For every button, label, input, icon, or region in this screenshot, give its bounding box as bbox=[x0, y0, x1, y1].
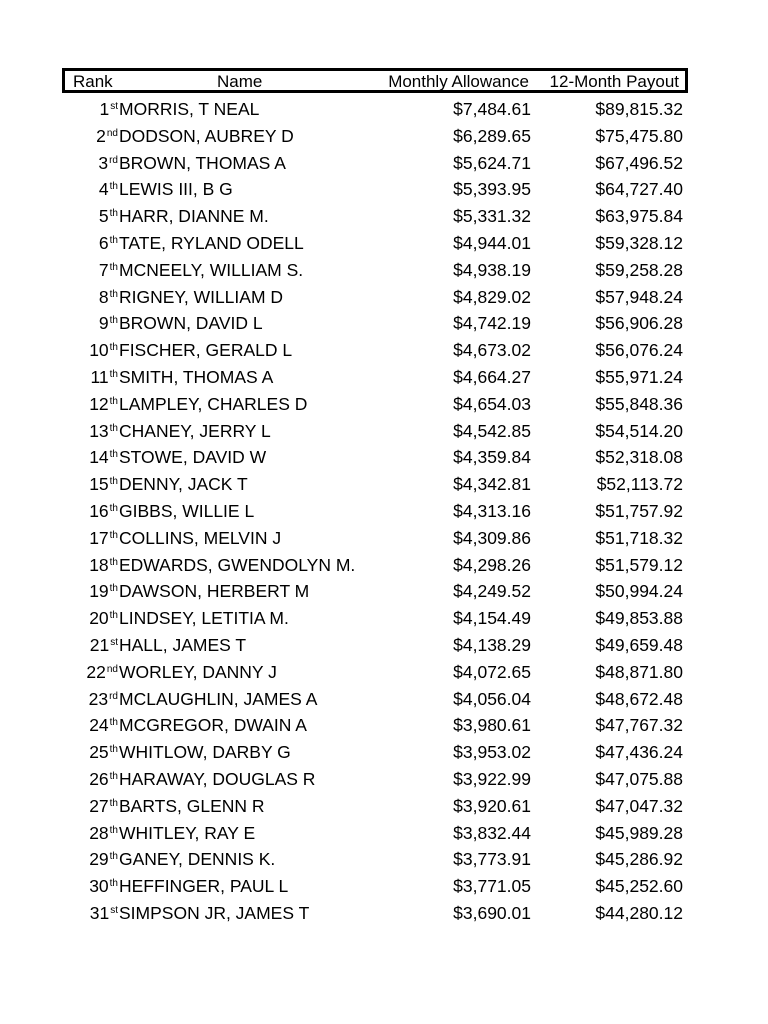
name-cell: CHANEY, JERRY L bbox=[119, 420, 271, 441]
payout-cell: $56,906.28 bbox=[595, 313, 683, 334]
monthly-allowance-cell: $4,664.27 bbox=[453, 366, 531, 387]
rank-number: 22 bbox=[86, 661, 106, 682]
rank-ordinal-suffix: th bbox=[109, 583, 118, 595]
rank-ordinal-suffix: th bbox=[109, 529, 118, 541]
table-row bbox=[62, 873, 688, 900]
rank-ordinal-suffix: th bbox=[109, 770, 118, 782]
monthly-allowance-cell: $4,342.81 bbox=[453, 474, 531, 495]
name-cell: MCNEELY, WILLIAM S. bbox=[119, 259, 304, 280]
table-row bbox=[62, 820, 688, 847]
table-row bbox=[62, 96, 688, 123]
payout-cell: $48,871.80 bbox=[595, 661, 683, 682]
rank-cell bbox=[89, 766, 118, 793]
table-row bbox=[62, 310, 688, 337]
monthly-allowance-cell: $4,056.04 bbox=[453, 688, 531, 709]
rank-ordinal-suffix: th bbox=[109, 556, 118, 568]
payout-cell: $49,659.48 bbox=[595, 634, 683, 655]
monthly-allowance-cell: $3,920.61 bbox=[453, 795, 531, 816]
header-12-month-payout: 12-Month Payout bbox=[549, 72, 679, 91]
rank-ordinal-suffix: nd bbox=[106, 127, 118, 139]
monthly-allowance-cell: $4,654.03 bbox=[453, 393, 531, 414]
monthly-allowance-cell: $4,298.26 bbox=[453, 554, 531, 575]
rank-cell bbox=[90, 632, 118, 659]
rank-number: 15 bbox=[89, 474, 109, 495]
rank-cell bbox=[99, 284, 118, 311]
name-cell: HARAWAY, DOUGLAS R bbox=[119, 768, 316, 789]
payout-cell: $48,672.48 bbox=[595, 688, 683, 709]
monthly-allowance-cell: $4,938.19 bbox=[453, 259, 531, 280]
rank-cell bbox=[89, 686, 118, 713]
monthly-allowance-cell: $3,953.02 bbox=[453, 742, 531, 763]
rank-number: 17 bbox=[89, 527, 109, 548]
rank-number: 21 bbox=[89, 634, 110, 655]
rank-number: 1 bbox=[99, 99, 110, 119]
payout-cell: $44,280.12 bbox=[595, 902, 683, 923]
rank-cell bbox=[89, 391, 118, 418]
table-row bbox=[62, 337, 688, 364]
rank-cell bbox=[89, 820, 118, 847]
payout-cell: $45,989.28 bbox=[595, 822, 683, 843]
rank-ordinal-suffix: th bbox=[109, 342, 118, 354]
name-cell: BROWN, THOMAS A bbox=[119, 152, 286, 173]
table-row bbox=[62, 739, 688, 766]
payout-cell: $56,076.24 bbox=[595, 340, 683, 361]
payout-cell: $51,718.32 bbox=[595, 527, 683, 548]
rank-cell bbox=[99, 230, 118, 257]
name-cell: MCLAUGHLIN, JAMES A bbox=[119, 688, 318, 709]
name-cell: WHITLOW, DARBY G bbox=[119, 742, 291, 763]
rank-ordinal-suffix: th bbox=[109, 208, 118, 220]
rank-number: 11 bbox=[90, 366, 109, 387]
table-header bbox=[62, 68, 688, 93]
payout-cell: $47,075.88 bbox=[595, 768, 683, 789]
monthly-allowance-cell: $3,773.91 bbox=[453, 849, 531, 870]
payout-cell: $67,496.52 bbox=[595, 152, 683, 173]
rank-number: 9 bbox=[98, 313, 109, 334]
name-cell: GANEY, DENNIS K. bbox=[119, 849, 276, 870]
rank-number: 19 bbox=[89, 581, 109, 602]
name-cell: TATE, RYLAND ODELL bbox=[119, 232, 304, 253]
monthly-allowance-cell: $4,359.84 bbox=[453, 447, 531, 468]
header-rank: Rank bbox=[73, 72, 113, 91]
rank-cell bbox=[89, 525, 118, 552]
monthly-allowance-cell: $5,393.95 bbox=[453, 179, 531, 200]
table-row bbox=[62, 364, 688, 391]
monthly-allowance-cell: $4,542.85 bbox=[453, 420, 531, 441]
name-cell: MORRIS, T NEAL bbox=[119, 99, 260, 119]
rank-number: 23 bbox=[88, 688, 109, 709]
payout-cell: $50,994.24 bbox=[595, 581, 683, 602]
rank-cell bbox=[89, 793, 118, 820]
allowance-table bbox=[62, 68, 688, 927]
table-row bbox=[62, 498, 688, 525]
rank-ordinal-suffix: th bbox=[109, 797, 118, 809]
table-row bbox=[62, 605, 688, 632]
rank-ordinal-suffix: st bbox=[110, 101, 118, 112]
payout-cell: $45,252.60 bbox=[595, 876, 683, 897]
payout-cell: $59,328.12 bbox=[595, 232, 683, 253]
rank-number: 20 bbox=[89, 608, 109, 629]
header-monthly-allowance: Monthly Allowance bbox=[388, 72, 529, 91]
rank-number: 24 bbox=[89, 715, 109, 736]
monthly-allowance-cell: $4,249.52 bbox=[453, 581, 531, 602]
rank-ordinal-suffix: th bbox=[109, 502, 118, 514]
rank-cell bbox=[99, 310, 118, 337]
rank-ordinal-suffix: th bbox=[109, 181, 118, 193]
name-cell: STOWE, DAVID W bbox=[119, 447, 267, 468]
rank-ordinal-suffix: rd bbox=[109, 154, 118, 166]
monthly-allowance-cell: $4,154.49 bbox=[453, 608, 531, 629]
rank-cell bbox=[89, 552, 118, 579]
name-cell: BROWN, DAVID L bbox=[119, 313, 263, 334]
payout-cell: $55,848.36 bbox=[595, 393, 683, 414]
table-body bbox=[62, 96, 688, 927]
table-row bbox=[62, 712, 688, 739]
rank-cell bbox=[89, 498, 118, 525]
name-cell: RIGNEY, WILLIAM D bbox=[119, 286, 284, 307]
table-row bbox=[62, 150, 688, 177]
monthly-allowance-cell: $3,690.01 bbox=[453, 902, 531, 923]
table-row bbox=[62, 284, 688, 311]
rank-number: 29 bbox=[89, 849, 109, 870]
table-row bbox=[62, 686, 688, 713]
name-cell: BARTS, GLENN R bbox=[119, 795, 265, 816]
rank-cell bbox=[89, 873, 118, 900]
rank-number: 18 bbox=[89, 554, 109, 575]
name-cell: SMITH, THOMAS A bbox=[119, 366, 274, 387]
table-row bbox=[62, 793, 688, 820]
rank-number: 30 bbox=[89, 876, 109, 897]
rank-number: 31 bbox=[89, 902, 110, 923]
rank-cell bbox=[89, 444, 118, 471]
rank-number: 27 bbox=[89, 795, 109, 816]
rank-ordinal-suffix: th bbox=[109, 234, 118, 246]
payout-cell: $52,318.08 bbox=[595, 447, 683, 468]
rank-cell bbox=[89, 418, 118, 445]
rank-ordinal-suffix: st bbox=[110, 636, 118, 648]
monthly-allowance-cell: $4,072.65 bbox=[453, 661, 531, 682]
table-row bbox=[62, 444, 688, 471]
name-cell: SIMPSON JR, JAMES T bbox=[119, 902, 310, 923]
rank-number: 2 bbox=[96, 125, 106, 146]
rank-ordinal-suffix: th bbox=[109, 261, 118, 273]
rank-ordinal-suffix: th bbox=[109, 824, 118, 836]
rank-ordinal-suffix: rd bbox=[109, 690, 118, 702]
rank-cell bbox=[89, 712, 118, 739]
rank-cell bbox=[89, 846, 118, 873]
monthly-allowance-cell: $5,331.32 bbox=[453, 206, 531, 227]
table-row bbox=[62, 900, 688, 927]
rank-cell bbox=[89, 739, 118, 766]
monthly-allowance-cell: $3,980.61 bbox=[453, 715, 531, 736]
monthly-allowance-cell: $5,624.71 bbox=[453, 152, 531, 173]
rank-cell bbox=[99, 257, 118, 284]
payout-cell: $52,113.72 bbox=[596, 474, 683, 495]
rank-ordinal-suffix: th bbox=[109, 288, 118, 300]
payout-cell: $47,047.32 bbox=[595, 795, 683, 816]
rank-number: 26 bbox=[89, 768, 109, 789]
rank-ordinal-suffix: th bbox=[109, 717, 118, 729]
name-cell: DAWSON, HERBERT M bbox=[119, 581, 310, 602]
monthly-allowance-cell: $4,309.86 bbox=[453, 527, 531, 548]
name-cell: MCGREGOR, DWAIN A bbox=[119, 715, 307, 736]
payout-cell: $49,853.88 bbox=[595, 608, 683, 629]
payout-cell: $57,948.24 bbox=[595, 286, 683, 307]
name-cell: LINDSEY, LETITIA M. bbox=[119, 608, 289, 629]
payout-cell: $64,727.40 bbox=[595, 179, 683, 200]
payout-cell: $89,815.32 bbox=[595, 99, 683, 119]
rank-number: 8 bbox=[98, 286, 109, 307]
rank-number: 10 bbox=[89, 340, 109, 361]
monthly-allowance-cell: $3,771.05 bbox=[453, 876, 531, 897]
rank-ordinal-suffix: th bbox=[109, 476, 118, 488]
name-cell: HARR, DIANNE M. bbox=[119, 206, 269, 227]
table-row bbox=[62, 123, 688, 150]
monthly-allowance-cell: $4,742.19 bbox=[453, 313, 531, 334]
payout-cell: $47,436.24 bbox=[595, 742, 683, 763]
rank-number: 25 bbox=[89, 742, 109, 763]
rank-cell bbox=[99, 203, 118, 230]
name-cell: LAMPLEY, CHARLES D bbox=[119, 393, 308, 414]
name-cell: FISCHER, GERALD L bbox=[119, 340, 293, 361]
name-cell: WORLEY, DANNY J bbox=[119, 661, 277, 682]
rank-cell bbox=[98, 150, 118, 177]
rank-ordinal-suffix: th bbox=[109, 368, 118, 380]
monthly-allowance-cell: $3,832.44 bbox=[453, 822, 531, 843]
table-row bbox=[62, 552, 688, 579]
table-row bbox=[62, 578, 688, 605]
payout-cell: $45,286.92 bbox=[595, 849, 683, 870]
rank-cell bbox=[89, 471, 118, 498]
rank-ordinal-suffix: th bbox=[109, 422, 118, 434]
rank-number: 7 bbox=[98, 259, 109, 280]
rank-ordinal-suffix: th bbox=[109, 851, 118, 863]
rank-ordinal-suffix: th bbox=[109, 878, 118, 890]
name-cell: GIBBS, WILLIE L bbox=[119, 500, 255, 521]
monthly-allowance-cell: $4,673.02 bbox=[453, 340, 531, 361]
rank-cell bbox=[99, 96, 118, 123]
table-row bbox=[62, 471, 688, 498]
payout-cell: $54,514.20 bbox=[595, 420, 683, 441]
table-row bbox=[62, 846, 688, 873]
rank-ordinal-suffix: th bbox=[109, 449, 118, 461]
monthly-allowance-cell: $4,944.01 bbox=[453, 232, 531, 253]
rank-cell bbox=[89, 578, 118, 605]
table-row bbox=[62, 766, 688, 793]
rank-number: 4 bbox=[98, 179, 109, 200]
table-row bbox=[62, 525, 688, 552]
payout-cell: $63,975.84 bbox=[595, 206, 683, 227]
header-name: Name bbox=[217, 72, 263, 91]
rank-cell bbox=[89, 605, 118, 632]
monthly-allowance-cell: $6,289.65 bbox=[453, 125, 531, 146]
payout-cell: $47,767.32 bbox=[595, 715, 683, 736]
name-cell: COLLINS, MELVIN J bbox=[119, 527, 282, 548]
rank-cell bbox=[99, 176, 118, 203]
rank-cell bbox=[86, 659, 118, 686]
rank-ordinal-suffix: st bbox=[110, 904, 118, 916]
table-row bbox=[62, 257, 688, 284]
rank-cell bbox=[96, 123, 118, 150]
table-row bbox=[62, 418, 688, 445]
rank-cell bbox=[90, 364, 118, 391]
name-cell: EDWARDS, GWENDOLYN M. bbox=[119, 554, 356, 575]
rank-cell bbox=[89, 337, 118, 364]
rank-ordinal-suffix: th bbox=[109, 395, 118, 407]
rank-number: 3 bbox=[98, 152, 109, 173]
monthly-allowance-cell: $4,138.29 bbox=[453, 634, 531, 655]
monthly-allowance-cell: $7,484.61 bbox=[453, 99, 531, 119]
rank-number: 14 bbox=[89, 447, 109, 468]
name-cell: DODSON, AUBREY D bbox=[119, 125, 294, 146]
rank-number: 28 bbox=[89, 822, 109, 843]
name-cell: HALL, JAMES T bbox=[119, 634, 247, 655]
rank-number: 6 bbox=[98, 232, 109, 253]
monthly-allowance-cell: $4,313.16 bbox=[453, 500, 531, 521]
table-row bbox=[62, 203, 688, 230]
table-row bbox=[62, 391, 688, 418]
rank-number: 12 bbox=[89, 393, 109, 414]
monthly-allowance-cell: $3,922.99 bbox=[453, 768, 531, 789]
table-row bbox=[62, 659, 688, 686]
name-cell: WHITLEY, RAY E bbox=[119, 822, 256, 843]
name-cell: DENNY, JACK T bbox=[119, 474, 248, 495]
table-row bbox=[62, 632, 688, 659]
rank-ordinal-suffix: nd bbox=[106, 663, 118, 675]
payout-cell: $51,579.12 bbox=[595, 554, 683, 575]
rank-ordinal-suffix: th bbox=[109, 610, 118, 622]
rank-number: 13 bbox=[89, 420, 109, 441]
payout-cell: $51,757.92 bbox=[595, 500, 683, 521]
name-cell: LEWIS III, B G bbox=[119, 179, 233, 200]
payout-cell: $55,971.24 bbox=[595, 366, 683, 387]
rank-number: 16 bbox=[89, 500, 109, 521]
table-row bbox=[62, 176, 688, 203]
monthly-allowance-cell: $4,829.02 bbox=[453, 286, 531, 307]
payout-cell: $59,258.28 bbox=[595, 259, 683, 280]
rank-number: 5 bbox=[98, 206, 109, 227]
rank-ordinal-suffix: th bbox=[109, 744, 118, 756]
name-cell: HEFFINGER, PAUL L bbox=[119, 876, 289, 897]
payout-cell: $75,475.80 bbox=[595, 125, 683, 146]
rank-cell bbox=[90, 900, 118, 927]
rank-ordinal-suffix: th bbox=[109, 315, 118, 327]
table-row bbox=[62, 230, 688, 257]
